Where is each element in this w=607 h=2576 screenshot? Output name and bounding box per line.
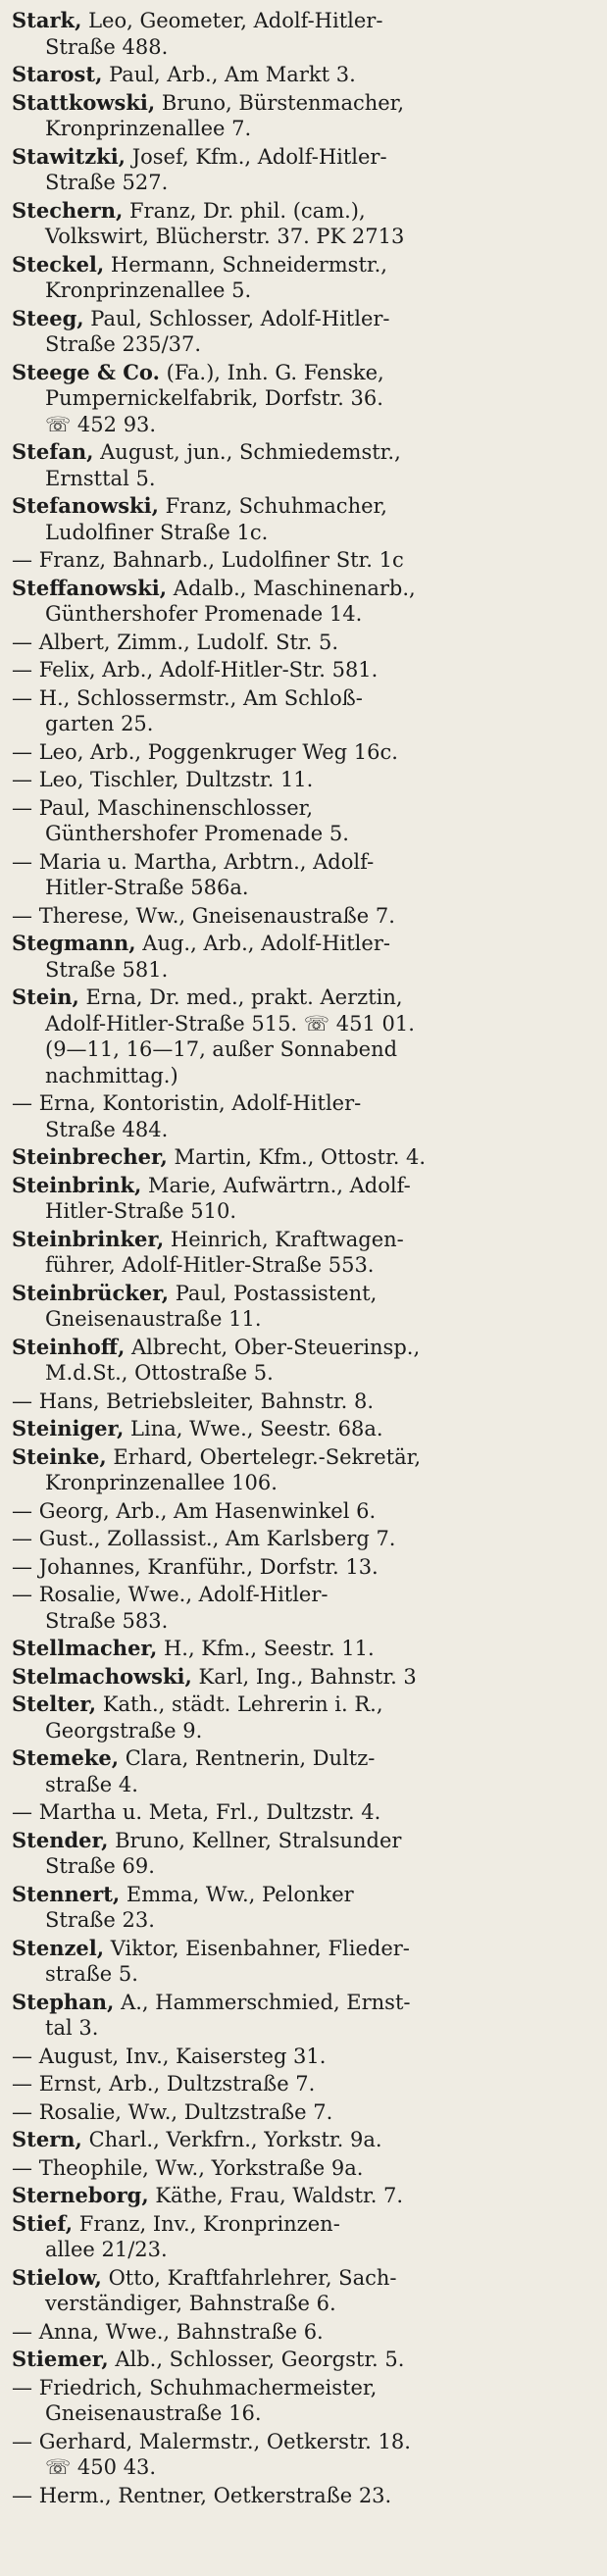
entry-surname: Stefanowski, bbox=[12, 493, 159, 518]
entry-first-line bbox=[12, 1991, 411, 2014]
directory-entry bbox=[12, 1745, 595, 1797]
entry-first-line bbox=[12, 548, 404, 572]
entry-first-line bbox=[12, 1637, 375, 1660]
entry-details: Lina, Wwe., Seestr. 68a. bbox=[130, 1417, 383, 1440]
entry-surname: Stender, bbox=[12, 1827, 109, 1852]
entry-details: Clara, Rentnerin, Dultz- bbox=[125, 1746, 376, 1770]
directory-entry bbox=[12, 576, 595, 628]
directory-entry bbox=[12, 360, 595, 438]
directory-entry bbox=[12, 931, 595, 983]
entry-continuation: Günthershofer Promenade 5. bbox=[45, 822, 349, 845]
entry-surname: Stegmann, bbox=[12, 931, 136, 955]
entry-first-line bbox=[12, 91, 404, 115]
entry-details: Johannes, Kranführ., Dorfstr. 13. bbox=[38, 1554, 379, 1579]
entry-surname: Sterneborg, bbox=[12, 2183, 149, 2207]
entry-details: Maria u. Martha, Arbtrn., Adolf- bbox=[38, 849, 375, 874]
directory-entry bbox=[12, 547, 595, 574]
directory-entry bbox=[12, 144, 595, 196]
entry-details: Aug., Arb., Adolf-Hitler- bbox=[142, 932, 390, 955]
entry-surname: Steckel, bbox=[12, 251, 105, 277]
directory-entry bbox=[12, 1828, 595, 1880]
entry-continuation: Straße 484. bbox=[45, 1117, 169, 1141]
entry-first-line bbox=[12, 1091, 361, 1115]
entry-details: Bruno, Kellner, Stralsunder bbox=[115, 1828, 402, 1852]
entry-repeat-dash: — bbox=[12, 1583, 39, 1606]
entry-details: (Fa.), Inh. G. Fenske, bbox=[166, 360, 384, 384]
directory-entry bbox=[12, 2265, 595, 2317]
entry-continuation: M.d.St., Ottostraße 5. bbox=[45, 1361, 274, 1385]
entry-repeat-dash: — bbox=[12, 768, 39, 791]
entry-first-line bbox=[12, 2484, 391, 2507]
entry-details: Käthe, Frau, Waldstr. 7. bbox=[155, 2184, 404, 2207]
entry-details: Franz, Dr. phil. (cam.), bbox=[128, 198, 366, 223]
entry-continuation: Straße 488. bbox=[45, 34, 169, 59]
entry-surname: Steinbrecher, bbox=[12, 1144, 168, 1169]
entry-continuation: Kronprinzenallee 5. bbox=[45, 278, 252, 302]
entry-details: Albrecht, Ober-Steuerinsp., bbox=[130, 1335, 421, 1359]
directory-entry bbox=[12, 252, 595, 304]
entry-details: Ernst, Arb., Dultzstraße 7. bbox=[38, 2072, 316, 2096]
entry-details: Otto, Kraftfahrlehrer, Sach- bbox=[108, 2265, 397, 2290]
entry-details: Marie, Aufwärtrn., Adolf- bbox=[148, 1173, 411, 1197]
entry-first-line bbox=[12, 1499, 376, 1523]
directory-entry bbox=[12, 439, 595, 491]
entry-details: Paul, Schlosser, Adolf-Hitler- bbox=[90, 306, 390, 330]
directory-entry bbox=[12, 198, 595, 250]
entry-continuation: (9—11, 16—17, außer Sonnabend bbox=[45, 1037, 398, 1061]
entry-first-line bbox=[12, 1174, 411, 1197]
directory-entry bbox=[12, 1498, 595, 1525]
entry-first-line bbox=[12, 932, 390, 955]
entry-details: Gust., Zollassist., Am Karlsberg 7. bbox=[38, 1527, 396, 1550]
entry-details: Karl, Ing., Bahnstr. 3 bbox=[198, 1664, 417, 1689]
entry-first-line bbox=[12, 2430, 411, 2453]
directory-entry bbox=[12, 2211, 595, 2263]
entry-continuation: Ludolfiner Straße 1c. bbox=[45, 520, 269, 544]
entry-first-line bbox=[12, 1282, 377, 1305]
entry-repeat-dash: — bbox=[12, 2072, 39, 2096]
entry-details: A., Hammerschmied, Ernst- bbox=[121, 1990, 411, 2014]
entry-continuation: Kronprinzenallee 7. bbox=[45, 117, 252, 140]
entry-details: Erhard, Obertelegr.-Sekretär, bbox=[113, 1444, 422, 1469]
directory-entry bbox=[12, 2044, 595, 2070]
directory-entry bbox=[12, 2483, 595, 2509]
entry-repeat-dash: — bbox=[12, 1527, 39, 1550]
entry-first-line bbox=[12, 658, 378, 682]
entry-repeat-dash: — bbox=[12, 2429, 39, 2453]
entry-details: August, jun., Schmiedemstr., bbox=[100, 440, 401, 464]
entry-repeat-dash: — bbox=[12, 903, 39, 928]
directory-entry bbox=[12, 849, 595, 901]
entry-first-line bbox=[12, 740, 398, 764]
entry-first-line bbox=[12, 63, 356, 86]
entry-surname: Stattkowski, bbox=[12, 89, 156, 115]
directory-entry bbox=[12, 1144, 595, 1171]
entry-continuation: Adolf-Hitler-Straße 515. ☏ 451 01. bbox=[45, 1011, 415, 1035]
directory-entry bbox=[12, 767, 595, 793]
entry-first-line bbox=[12, 1336, 420, 1359]
entry-details: Friedrich, Schuhmachermeister, bbox=[38, 2375, 378, 2399]
entry-first-line bbox=[12, 1800, 380, 1824]
directory-entry bbox=[12, 2429, 595, 2481]
entry-first-line bbox=[12, 577, 416, 600]
directory-entry bbox=[12, 1335, 595, 1387]
entry-details: Gerhard, Malermstr., Oetkerstr. 18. bbox=[38, 2429, 411, 2453]
directory-entry bbox=[12, 1090, 595, 1142]
directory-entry bbox=[12, 1554, 595, 1581]
entry-details: Franz, Bahnarb., Ludolfiner Str. 1c bbox=[38, 548, 404, 572]
entry-repeat-dash: — bbox=[12, 2099, 39, 2124]
directory-entry bbox=[12, 62, 595, 88]
entry-first-line bbox=[12, 1665, 417, 1689]
entry-details: Erna, Dr. med., prakt. Aerztin, bbox=[85, 985, 403, 1009]
entry-continuation: verständiger, Bahnstraße 6. bbox=[45, 2292, 336, 2315]
entry-continuation: Straße 235/37. bbox=[45, 332, 202, 356]
entry-first-line bbox=[12, 1228, 404, 1251]
entry-first-line bbox=[12, 2320, 324, 2344]
directory-entry bbox=[12, 1389, 595, 1415]
entry-details: Leo, Arb., Poggenkruger Weg 16c. bbox=[38, 739, 398, 764]
entry-details: Kath., städt. Lehrerin i. R., bbox=[102, 1692, 383, 1716]
directory-entry bbox=[12, 903, 595, 930]
entry-first-line bbox=[12, 2156, 363, 2180]
entry-details: Rosalie, Ww., Dultzstraße 7. bbox=[38, 2099, 333, 2124]
entry-first-line bbox=[12, 768, 313, 791]
entry-first-line bbox=[12, 2045, 326, 2068]
entry-details: Paul, Arb., Am Markt 3. bbox=[109, 63, 356, 86]
entry-first-line bbox=[12, 1417, 383, 1440]
directory-entry bbox=[12, 2375, 595, 2427]
entry-first-line bbox=[12, 1937, 410, 1960]
entry-first-line bbox=[12, 2072, 315, 2096]
entry-continuation: Volkswirt, Blücherstr. 37. PK 2713 bbox=[45, 225, 405, 248]
entry-surname: Steinbrinker, bbox=[12, 1226, 165, 1251]
directory-entry bbox=[12, 657, 595, 683]
entry-first-line bbox=[12, 1746, 375, 1770]
entry-continuation: Straße 581. bbox=[45, 957, 169, 982]
directory-entry bbox=[12, 1936, 595, 1988]
entry-details: Therese, Ww., Gneisenaustraße 7. bbox=[38, 903, 395, 928]
entry-first-line bbox=[12, 2348, 404, 2371]
directory-entry bbox=[12, 739, 595, 766]
entry-first-line bbox=[12, 253, 387, 277]
directory-entry bbox=[12, 493, 595, 545]
directory-entry bbox=[12, 1526, 595, 1552]
entry-surname: Stelter, bbox=[12, 1692, 97, 1716]
entry-first-line bbox=[12, 1555, 379, 1579]
entry-repeat-dash: — bbox=[12, 1554, 39, 1579]
directory-entry bbox=[12, 306, 595, 358]
entry-details: August, Inv., Kaisersteg 31. bbox=[38, 2044, 327, 2068]
entry-surname: Stelmachowski, bbox=[12, 1663, 192, 1689]
entry-surname: Steinbrink, bbox=[12, 1172, 142, 1197]
entry-repeat-dash: — bbox=[12, 849, 39, 874]
directory-entry bbox=[12, 985, 595, 1088]
entry-continuation: allee 21/23. bbox=[45, 2238, 168, 2261]
entry-surname: Stark, bbox=[12, 8, 82, 32]
entry-repeat-dash: — bbox=[12, 2483, 39, 2507]
directory-entry bbox=[12, 2347, 595, 2373]
directory-entry bbox=[12, 1990, 595, 2042]
entry-continuation: Pumpernickelfabrik, Dorfstr. 36. bbox=[45, 386, 383, 410]
entry-continuation: Günthershofer Promenade 14. bbox=[45, 602, 363, 626]
entry-surname: Stielow, bbox=[12, 2264, 102, 2290]
entry-details: Albert, Zimm., Ludolf. Str. 5. bbox=[38, 630, 339, 654]
entry-details: Charl., Verkfrn., Yorkstr. 9a. bbox=[88, 2128, 382, 2151]
entry-repeat-dash: — bbox=[12, 630, 39, 654]
entry-surname: Steiniger, bbox=[12, 1416, 125, 1440]
entry-first-line bbox=[12, 850, 374, 874]
entry-repeat-dash: — bbox=[12, 1091, 39, 1115]
entry-details: Herm., Rentner, Oetkerstraße 23. bbox=[38, 2483, 392, 2507]
entry-continuation: Straße 23. bbox=[45, 1908, 155, 1932]
entry-continuation: führer, Adolf-Hitler-Straße 553. bbox=[45, 1253, 375, 1277]
entry-surname: Steinhoff, bbox=[12, 1334, 126, 1359]
entry-continuation: straße 5. bbox=[45, 1962, 138, 1986]
entry-first-line bbox=[12, 686, 363, 710]
directory-entry bbox=[12, 795, 595, 847]
entry-repeat-dash: — bbox=[12, 1389, 39, 1413]
directory-entry bbox=[12, 90, 595, 142]
entry-continuation: tal 3. bbox=[45, 2016, 99, 2040]
entry-repeat-dash: — bbox=[12, 548, 39, 572]
entry-repeat-dash: — bbox=[12, 739, 39, 764]
entry-first-line bbox=[12, 1527, 396, 1550]
entry-details: Franz, Schuhmacher, bbox=[165, 494, 387, 518]
entry-details: Franz, Inv., Kronprinzen- bbox=[78, 2211, 340, 2236]
entry-continuation: Gneisenaustraße 11. bbox=[45, 1307, 262, 1331]
entry-repeat-dash: — bbox=[12, 1800, 39, 1824]
entry-first-line bbox=[12, 1829, 401, 1852]
entry-details: Erna, Kontoristin, Adolf-Hitler- bbox=[38, 1091, 362, 1115]
directory-entry bbox=[12, 1582, 595, 1634]
entry-repeat-dash: — bbox=[12, 685, 39, 710]
entry-details: Martha u. Meta, Frl., Dultzstr. 4. bbox=[38, 1800, 381, 1824]
entry-first-line bbox=[12, 440, 401, 464]
entry-continuation: Straße 583. bbox=[45, 1608, 169, 1633]
entry-details: Emma, Ww., Pelonker bbox=[126, 1882, 354, 1906]
directory-entry bbox=[12, 1227, 595, 1279]
entry-continuation: ☏ 450 43. bbox=[45, 2455, 157, 2479]
entry-surname: Stern, bbox=[12, 2127, 82, 2151]
entry-repeat-dash: — bbox=[12, 1498, 39, 1523]
entry-surname: Stemeke, bbox=[12, 1745, 120, 1770]
directory-entry bbox=[12, 1416, 595, 1442]
directory-entry bbox=[12, 630, 595, 656]
entry-surname: Stiemer, bbox=[12, 2347, 109, 2371]
entry-details: H., Kfm., Seestr. 11. bbox=[163, 1637, 375, 1660]
entry-first-line bbox=[12, 904, 395, 928]
entry-continuation: ☏ 452 93. bbox=[45, 412, 157, 436]
entry-continuation: Straße 69. bbox=[45, 1854, 155, 1878]
directory-entry bbox=[12, 8, 595, 60]
entry-details: Georg, Arb., Am Hasenwinkel 6. bbox=[38, 1498, 377, 1523]
entry-continuation: Gneisenaustraße 16. bbox=[45, 2401, 262, 2425]
entry-surname: Steinke, bbox=[12, 1443, 107, 1469]
entry-surname: Stenzel, bbox=[12, 1935, 105, 1960]
entry-first-line bbox=[12, 631, 338, 654]
entry-details: Theophile, Ww., Yorkstraße 9a. bbox=[38, 2155, 364, 2180]
entry-first-line bbox=[12, 199, 366, 223]
entry-continuation: straße 4. bbox=[45, 1772, 138, 1796]
directory-entry bbox=[12, 1173, 595, 1225]
directory-entry bbox=[12, 1444, 595, 1496]
entry-repeat-dash: — bbox=[12, 2155, 39, 2180]
entry-details: Rosalie, Wwe., Adolf-Hitler- bbox=[38, 1583, 329, 1606]
entry-details: Adalb., Maschinenarb., bbox=[173, 576, 416, 600]
entry-surname: Stephan, bbox=[12, 1989, 115, 2014]
entry-continuation: nachmittag.) bbox=[45, 1063, 178, 1087]
entry-details: Paul, Maschinenschlosser, bbox=[38, 795, 314, 820]
entry-first-line bbox=[12, 2376, 377, 2399]
entry-first-line bbox=[12, 1583, 329, 1606]
entry-details: Leo, Tischler, Dultzstr. 11. bbox=[38, 768, 314, 791]
entry-first-line bbox=[12, 2128, 382, 2151]
entry-details: Bruno, Bürstenmacher, bbox=[161, 90, 405, 115]
entry-first-line bbox=[12, 9, 382, 32]
entry-surname: Stefan, bbox=[12, 439, 94, 464]
entry-continuation: Hitler-Straße 510. bbox=[45, 1199, 237, 1223]
directory-entry bbox=[12, 2319, 595, 2346]
entry-surname: Stein, bbox=[12, 985, 79, 1009]
entry-repeat-dash: — bbox=[12, 658, 39, 682]
entry-surname: Steinbrücker, bbox=[12, 1280, 170, 1305]
directory-entry bbox=[12, 1799, 595, 1826]
entry-first-line bbox=[12, 2184, 403, 2207]
entry-continuation: Straße 527. bbox=[45, 171, 169, 194]
entry-continuation: Ernsttal 5. bbox=[45, 466, 156, 490]
entry-surname: Stechern, bbox=[12, 197, 124, 223]
entry-continuation: Hitler-Straße 586a. bbox=[45, 876, 249, 899]
entry-surname: Steffanowski, bbox=[12, 575, 168, 600]
entry-first-line bbox=[12, 494, 387, 518]
entry-details: Hermann, Schneidermstr., bbox=[110, 252, 387, 277]
entry-first-line bbox=[12, 2266, 396, 2290]
entry-first-line bbox=[12, 1145, 426, 1169]
entry-details: Leo, Geometer, Adolf-Hitler- bbox=[88, 9, 383, 32]
entry-first-line bbox=[12, 985, 403, 1009]
entry-surname: Steeg, bbox=[12, 305, 84, 330]
directory-entry bbox=[12, 2099, 595, 2126]
entry-details: Alb., Schlosser, Georgstr. 5. bbox=[115, 2348, 405, 2371]
entry-surname: Starost, bbox=[12, 62, 103, 86]
directory-entry bbox=[12, 1281, 595, 1333]
directory-entry bbox=[12, 1882, 595, 1934]
entry-surname: Stief, bbox=[12, 2210, 74, 2236]
directory-entry bbox=[12, 685, 595, 737]
entry-first-line bbox=[12, 307, 390, 330]
entry-surname: Stennert, bbox=[12, 1881, 121, 1906]
entry-continuation: Kronprinzenallee 106. bbox=[45, 1471, 278, 1494]
directory-entry bbox=[12, 1636, 595, 1662]
entry-details: Felix, Arb., Adolf-Hitler-Str. 581. bbox=[38, 658, 379, 682]
entry-first-line bbox=[12, 1445, 421, 1469]
entry-details: Martin, Kfm., Ottostr. 4. bbox=[174, 1145, 427, 1169]
entry-repeat-dash: — bbox=[12, 795, 39, 820]
entry-first-line bbox=[12, 361, 384, 384]
entry-first-line bbox=[12, 796, 313, 820]
directory-entry bbox=[12, 1664, 595, 1691]
directory-entry bbox=[12, 2155, 595, 2182]
entry-continuation: Georgstraße 9. bbox=[45, 1718, 203, 1743]
entry-first-line bbox=[12, 145, 387, 169]
entry-details: Viktor, Eisenbahner, Flieder- bbox=[110, 1936, 410, 1960]
directory-entry bbox=[12, 1692, 595, 1743]
entry-details: Hans, Betriebsleiter, Bahnstr. 8. bbox=[38, 1389, 375, 1413]
entry-continuation: garten 25. bbox=[45, 712, 154, 735]
entry-details: Heinrich, Kraftwagen- bbox=[170, 1227, 404, 1251]
entry-details: Josef, Kfm., Adolf-Hitler- bbox=[131, 144, 387, 169]
entry-surname: Stellmacher, bbox=[12, 1636, 158, 1660]
entry-repeat-dash: — bbox=[12, 2044, 39, 2068]
entry-details: Anna, Wwe., Bahnstraße 6. bbox=[38, 2319, 324, 2344]
entry-repeat-dash: — bbox=[12, 2375, 39, 2399]
entry-first-line bbox=[12, 1692, 383, 1716]
entry-details: H., Schlossermstr., Am Schloß- bbox=[38, 685, 363, 710]
directory-entry bbox=[12, 2183, 595, 2209]
entry-first-line bbox=[12, 2212, 340, 2236]
entry-first-line bbox=[12, 1389, 374, 1413]
entry-surname: Stawitzki, bbox=[12, 143, 126, 169]
directory-entry bbox=[12, 2127, 595, 2153]
entry-details: Paul, Postassistent, bbox=[175, 1281, 378, 1305]
entry-first-line bbox=[12, 2100, 332, 2124]
entry-surname: Steege & Co. bbox=[12, 359, 160, 384]
entry-first-line bbox=[12, 1883, 354, 1906]
entry-repeat-dash: — bbox=[12, 2319, 39, 2344]
directory-entry bbox=[12, 2071, 595, 2097]
